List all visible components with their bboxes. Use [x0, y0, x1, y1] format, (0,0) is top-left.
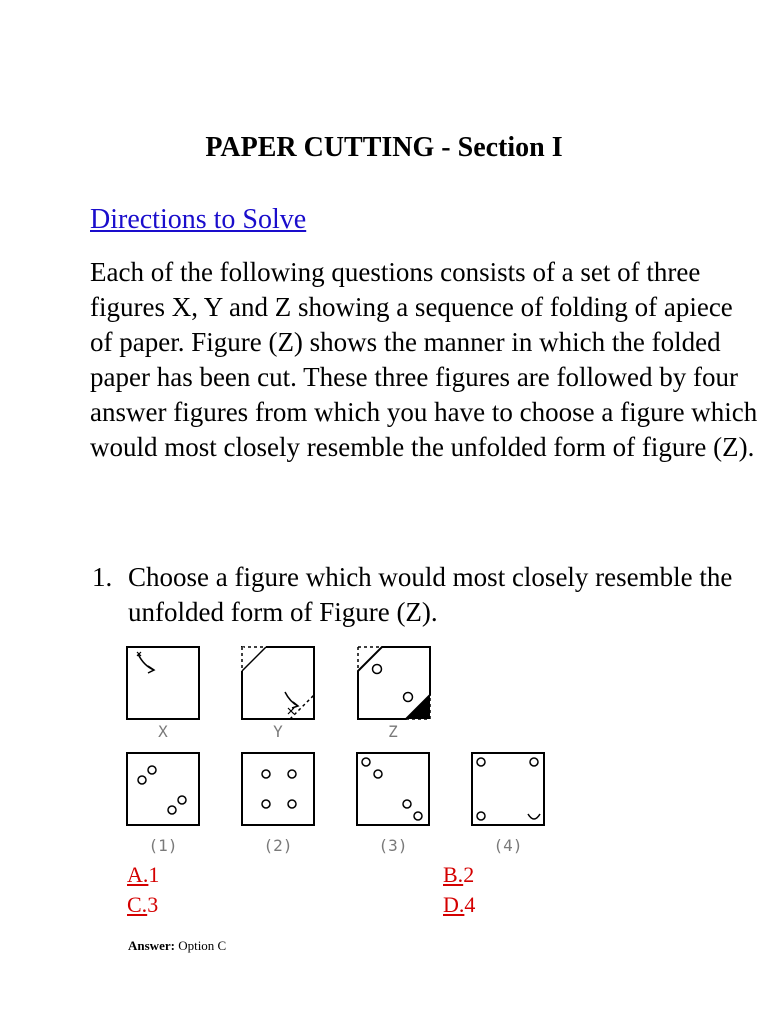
option-c-link[interactable]: C. [127, 892, 148, 917]
directions-link[interactable]: Directions to Solve [90, 204, 307, 235]
figure-y [242, 647, 314, 719]
answer-value: Option C [178, 938, 227, 953]
option-a-value: 1 [148, 862, 160, 887]
answer-figure-3 [357, 753, 429, 825]
option-b-link[interactable]: B. [443, 862, 464, 887]
question-text: Choose a figure which would most closely resemble the unfolded form of Figure (Z). [128, 562, 733, 627]
answer-figure-4 [472, 753, 544, 825]
answer-figure-2 [242, 753, 314, 825]
answer-line [128, 937, 226, 955]
figure-z-label: Z [388, 722, 398, 741]
figure-y-label: Y [273, 722, 283, 741]
answer-figure-1 [127, 753, 199, 825]
option-a-link[interactable]: A. [127, 862, 149, 887]
answer-figure-1-label: (1) [148, 836, 178, 855]
figure-z [358, 647, 430, 719]
option-c [127, 890, 158, 920]
directions-text: Each of the following questions consists of a set of three figures X, Y and Z showing a sequence of folding of apiece of paper. Figure (Z) shows the manner in which the folded paper has been cut. These three figures are followed by four answer figures from which you have to choose a figure which would most closely resemble the unfolded form of figure (Z). [90, 257, 758, 462]
option-b [443, 860, 474, 890]
question-1 [92, 560, 762, 630]
figure-x-label: X [158, 722, 168, 741]
answer-figure-2-label: (2) [263, 836, 293, 855]
page-title: PAPER CUTTING - Section I [205, 132, 563, 163]
figure-x [127, 647, 199, 719]
answer-figure-3-label: (3) [378, 836, 408, 855]
option-c-value: 3 [147, 892, 159, 917]
answer-figure-4-label: (4) [493, 836, 523, 855]
option-d [443, 890, 475, 920]
option-d-value: 4 [464, 892, 476, 917]
option-b-value: 2 [463, 862, 475, 887]
option-a [127, 860, 159, 890]
answer-figures [120, 746, 560, 836]
answer-label: Answer: [128, 938, 175, 953]
option-d-link[interactable]: D. [443, 892, 465, 917]
question-number: 1. [92, 562, 113, 592]
